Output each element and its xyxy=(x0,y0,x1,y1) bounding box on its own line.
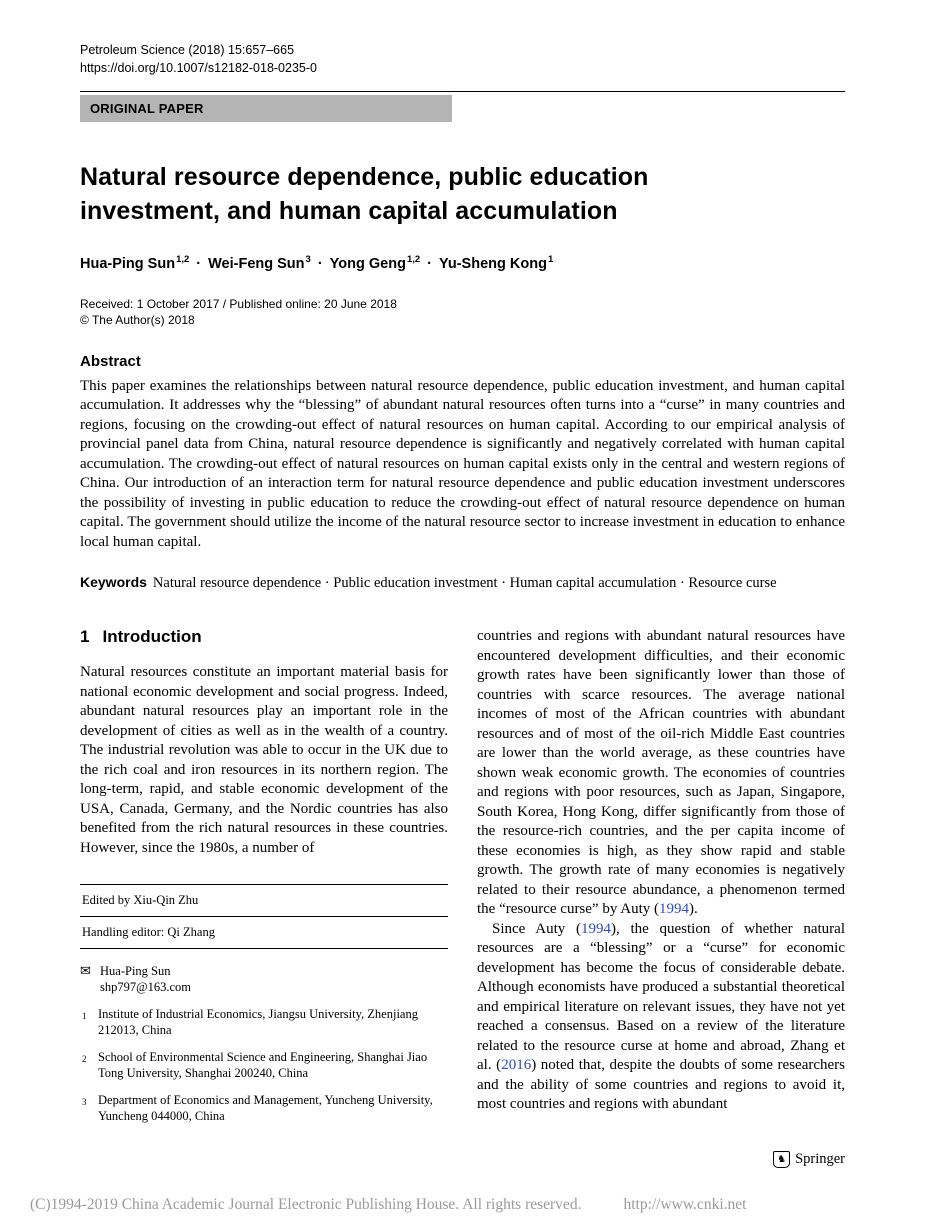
header-rule xyxy=(80,91,845,92)
abstract-text: This paper examines the relationships between natural resource dependence, public education investment, and human capital accumulation. It addresses why the “blessing” of abundant natural resources often turns into a “curse” in many countries and regions, focusing on the crowding-out effect of natural resources on human capital. According to our empirical analysis of provincial panel data from China, natural resource dependence is significantly and negatively correlated with human capital accumulation. The crowding-out effect of natural resources on human capital exists only in the central and western regions of China. Our introduction of an interaction term for natural resource dependence and public education investment underscores the possibility of investing in public education to reduce the crowding-out effect of natural resource dependence on human capital. The government should utilize the income of the natural resource sector to increase investment in education to enhance local human capital. xyxy=(80,377,845,550)
article-type-badge: ORIGINAL PAPER xyxy=(80,95,452,122)
received-dates: Received: 1 October 2017 / Published online: 20 June 2018 xyxy=(80,296,397,311)
watermark-url[interactable]: http://www.cnki.net xyxy=(623,1196,747,1213)
section-title: Introduction xyxy=(102,627,202,647)
left-column xyxy=(80,621,448,1124)
copyright-line: © The Author(s) 2018 xyxy=(80,312,195,327)
journal-citation: Petroleum Science (2018) 15:657–665 xyxy=(80,43,295,57)
author-name: Yu-Sheng Kong$^1$ xyxy=(439,254,554,272)
intro-paragraph-left: Natural resources constitute an important material basis for national economic development and social progress. Indeed, abundant natural resources play an important role in the development of cities as well as in the wealth of a country. The industrial revolution was able to occur in the UK due to the rich coal and iron resources in its northern region. The long-term, rapid, and stable economic development of the USA, Canada, Germany, and the Nordic countries has also benefited from the rich natural resources in these countries. However, since the 1980s, a number of xyxy=(80,664,448,856)
paragraph-text: countries and regions with abundant natural resources have encountered development difficulties, and their economic growth rates have been significantly lower than those of countries with scarce resources. The average national incomes of most of the African countries with abundant resources and of most of the oil-rich Middle East countries are lower than the world average, as these countries have shown weak economic growth. The economies of countries and regions with poor resources, such as Japan, Singapore, South Korea, Hong Kong, differ significantly from those of the resource-rich countries, and the per capita income of these economies is high, as they show rapid and stable growth. The growth rate of many economies is negatively related to their resource abundance, a phenomenon termed the “resource curse” by Auty ( xyxy=(477,628,845,918)
keywords-label: Keywords xyxy=(80,574,147,591)
correspondence-text xyxy=(100,963,191,995)
affiliation-text: School of Environmental Science and Engineering, Shanghai Jiao Tong University, Shanghai 200240, China xyxy=(98,1050,428,1080)
publication-meta xyxy=(80,296,845,328)
correspondence-name: Hua-Ping Sun xyxy=(100,964,171,979)
abstract-heading: Abstract xyxy=(80,352,141,370)
doi-link[interactable]: https://doi.org/10.1007/s12182-018-0235-0 xyxy=(80,61,317,75)
author-affiliation-sup: 1 xyxy=(547,254,554,265)
author-name: Yong Geng$^{1,2}$ xyxy=(329,254,421,272)
two-column-body xyxy=(80,621,845,1124)
paragraph-text: ) noted that, despite the doubts of some researchers and the ability of some countries and regions to avoid it, most countries and regions with abundant xyxy=(477,1057,845,1113)
section-number: 1 xyxy=(80,627,90,647)
footnote-rule xyxy=(80,948,448,949)
edited-by-note: Edited by Xiu-Qin Zhu xyxy=(82,893,199,908)
citation-link-zhang-2016[interactable]: 2016 xyxy=(501,1057,532,1074)
citation-link-auty-1994[interactable]: 1994 xyxy=(580,920,611,937)
handling-editor-note: Handling editor: Qi Zhang xyxy=(82,925,215,940)
affiliation-item xyxy=(80,1093,448,1124)
keywords-text: Natural resource dependence · Public education investment · Human capital accumulation · Resource curse xyxy=(152,575,777,592)
correspondence-block xyxy=(80,963,448,995)
author-name: Hua-Ping Sun$^{1,2}$ xyxy=(80,254,190,272)
author-separator: · xyxy=(427,255,432,272)
abstract-section xyxy=(80,353,845,553)
springer-logo xyxy=(773,1151,845,1168)
right-column xyxy=(477,621,845,1124)
correspondence-email[interactable]: shp797@163.com xyxy=(100,980,192,995)
affiliation-item xyxy=(80,1007,448,1038)
springer-knight-icon: ♞ xyxy=(773,1151,790,1168)
author-separator: · xyxy=(196,255,202,272)
keywords-line xyxy=(80,573,845,593)
intro-paragraph-right-1 xyxy=(477,627,845,920)
paper-title: Natural resource dependence, public education investment, and human capital accumulation xyxy=(80,163,649,225)
section-heading-introduction xyxy=(80,627,448,647)
paragraph-text: Since Auty ( xyxy=(492,920,581,937)
affiliation-text: Department of Economics and Management, Yuncheng University, Yuncheng 044000, China xyxy=(98,1093,433,1123)
citation-link-auty-1994[interactable]: 1994 xyxy=(659,901,690,918)
affiliation-number: 1 xyxy=(82,1011,87,1022)
author-affiliation-sup: 1,2 xyxy=(176,254,190,265)
cnki-watermark xyxy=(30,1196,746,1214)
intro-paragraph-right-2 xyxy=(477,920,845,1115)
author-affiliation-sup: 3 xyxy=(305,254,311,265)
affiliation-text: Institute of Industrial Economics, Jiangsu University, Zhenjiang 212013, China xyxy=(98,1007,418,1037)
paragraph-text: ), the question of whether natural resources are a “blessing” or a “curse” for economic development has become the focus of considerable debate. Although economists have produced a substantial theoretical and empirical literature on relevant issues, they have not yet reached a consensus. Based on a review of the literature related to the resource curse at home and abroad, Zhang et al. ( xyxy=(477,920,845,1074)
author-affiliation-sup: 1,2 xyxy=(406,254,421,265)
email-icon: ✉ xyxy=(80,963,91,979)
springer-wordmark: Springer xyxy=(795,1151,845,1167)
author-separator: · xyxy=(317,255,323,272)
footnotes-block xyxy=(80,858,448,1124)
affiliation-number: 2 xyxy=(82,1054,87,1065)
affiliation-item xyxy=(80,1050,448,1081)
affiliation-number: 3 xyxy=(82,1097,87,1108)
paragraph-text: ). xyxy=(689,901,698,918)
authors-line xyxy=(80,254,845,272)
watermark-text: (C)1994-2019 China Academic Journal Electronic Publishing House. All rights reserved. xyxy=(30,1196,582,1213)
author-name: Wei-Feng Sun$^3$ xyxy=(208,254,311,272)
